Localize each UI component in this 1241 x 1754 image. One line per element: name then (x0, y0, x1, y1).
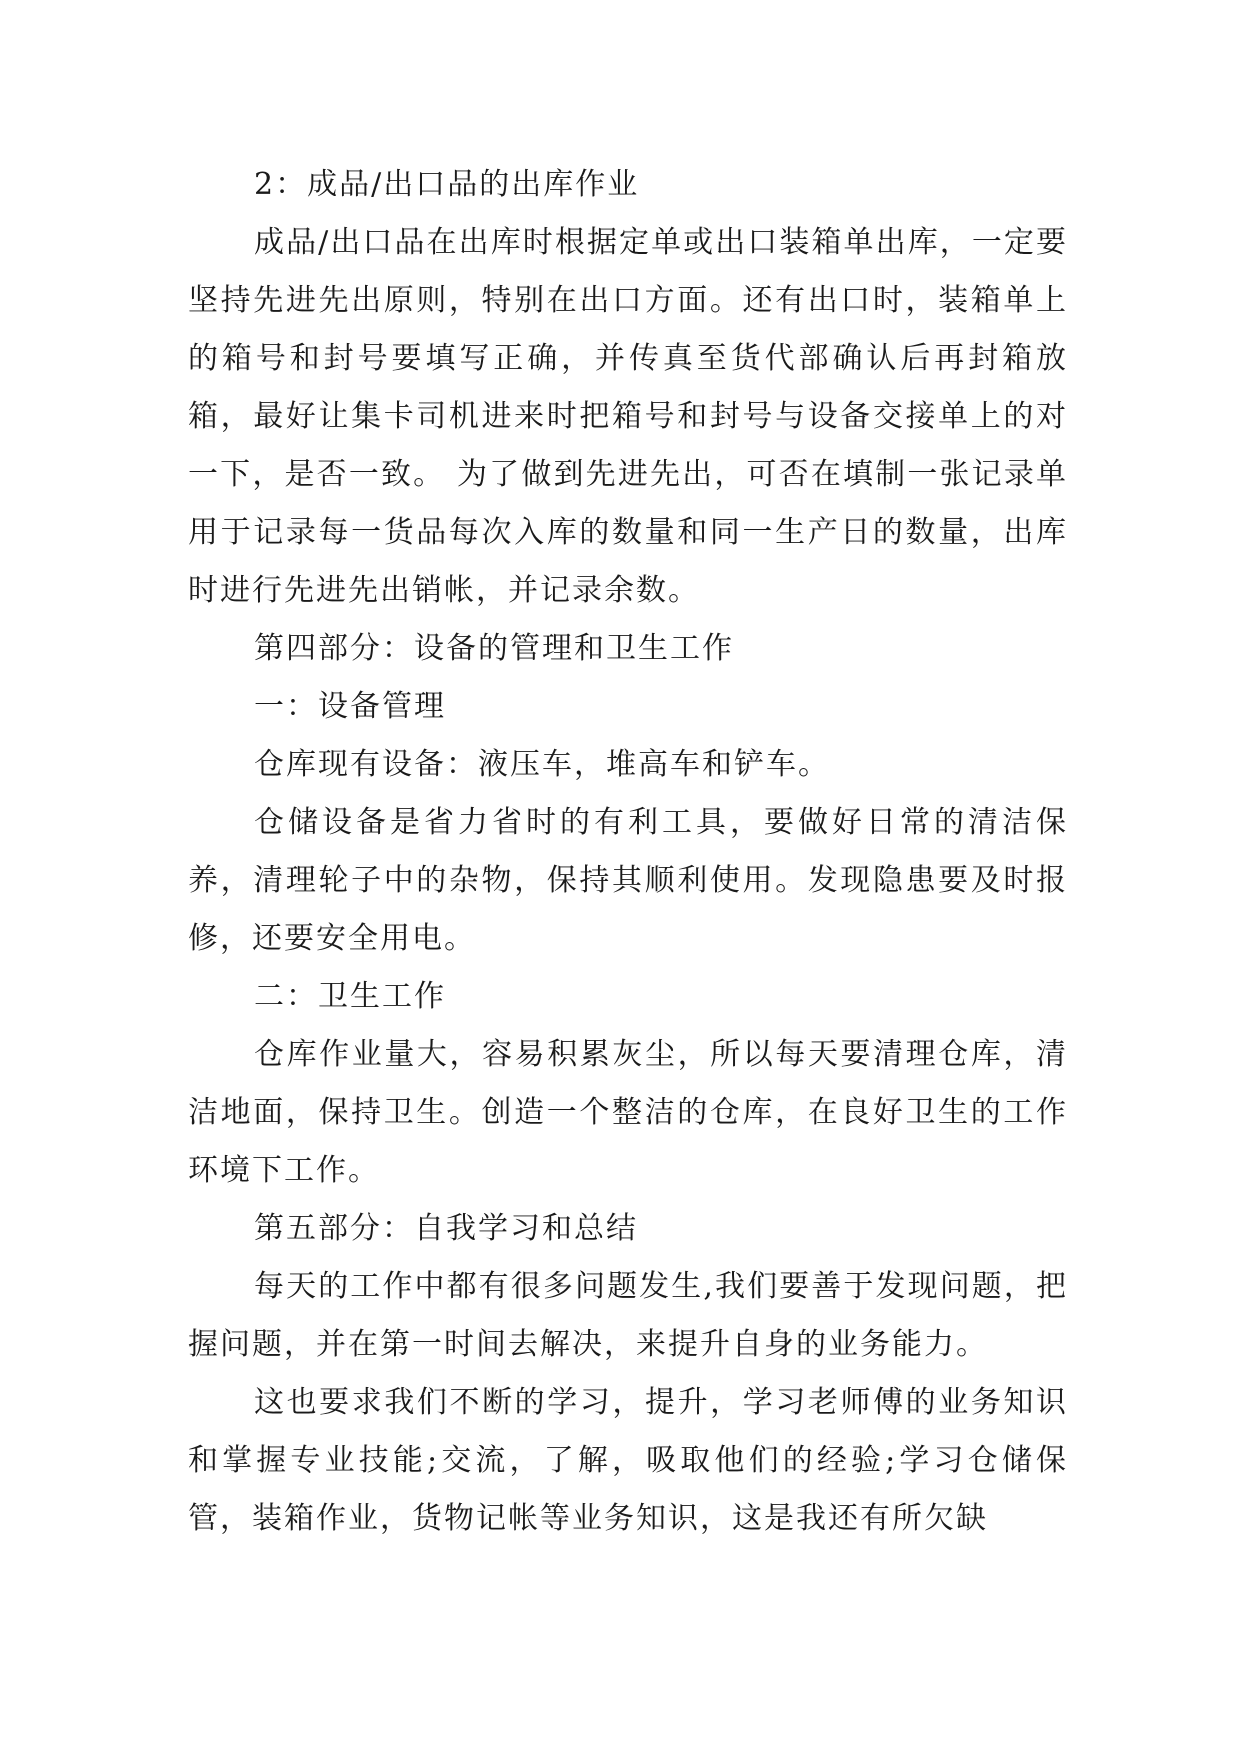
section-heading-self-learning: 第五部分：自我学习和总结 (254, 1211, 638, 1246)
subheading-hygiene-work: 二：卫生工作 (254, 979, 446, 1014)
paragraph-problem-solving: 每天的工作中都有很多问题发生,我们要善于发现问题，把握问题，并在第一时间去解决，来提升自身的业务能力。 (188, 1269, 1068, 1362)
paragraph-equipment-list: 仓库现有设备：液压车，堆高车和铲车。 (254, 747, 830, 782)
paragraph-hygiene-details: 仓库作业量大，容易积累灰尘，所以每天要清理仓库，清洁地面，保持卫生。创造一个整洁的仓库，在良好卫生的工作环境下工作。 (188, 1037, 1068, 1188)
subheading-equipment-management: 一：设备管理 (254, 689, 446, 724)
paragraph-shipping-details: 成品/出口品在出库时根据定单或出口装箱单出库，一定要坚持先进先出原则，特别在出口方面。还有出口时，装箱单上的箱号和封号要填写正确，并传真至货代部确认后再封箱放箱，最好让集卡司机进来时把箱号和封号与设备交接单上的对一下，是否一致。 为了做到先进先出，可否在填制一张记录单用于记录每一货品每次入库的数量和同一生产日的数量，出库时进行先进先出销帐，并记录余数。 (188, 225, 1068, 608)
paragraph-heading-shipping: 2：成品/出口品的出库作业 (254, 167, 640, 202)
paragraph-continuous-learning: 这也要求我们不断的学习，提升，学习老师傅的业务知识和掌握专业技能;交流，了解，吸取他们的经验;学习仓储保管，装箱作业，货物记帐等业务知识，这是我还有所欠缺 (188, 1385, 1068, 1536)
section-heading-equipment-hygiene: 第四部分：设备的管理和卫生工作 (254, 631, 734, 666)
document-body (188, 156, 1068, 1548)
paragraph-equipment-maintenance: 仓储设备是省力省时的有利工具，要做好日常的清洁保养，清理轮子中的杂物，保持其顺利使用。发现隐患要及时报修，还要安全用电。 (188, 805, 1068, 956)
